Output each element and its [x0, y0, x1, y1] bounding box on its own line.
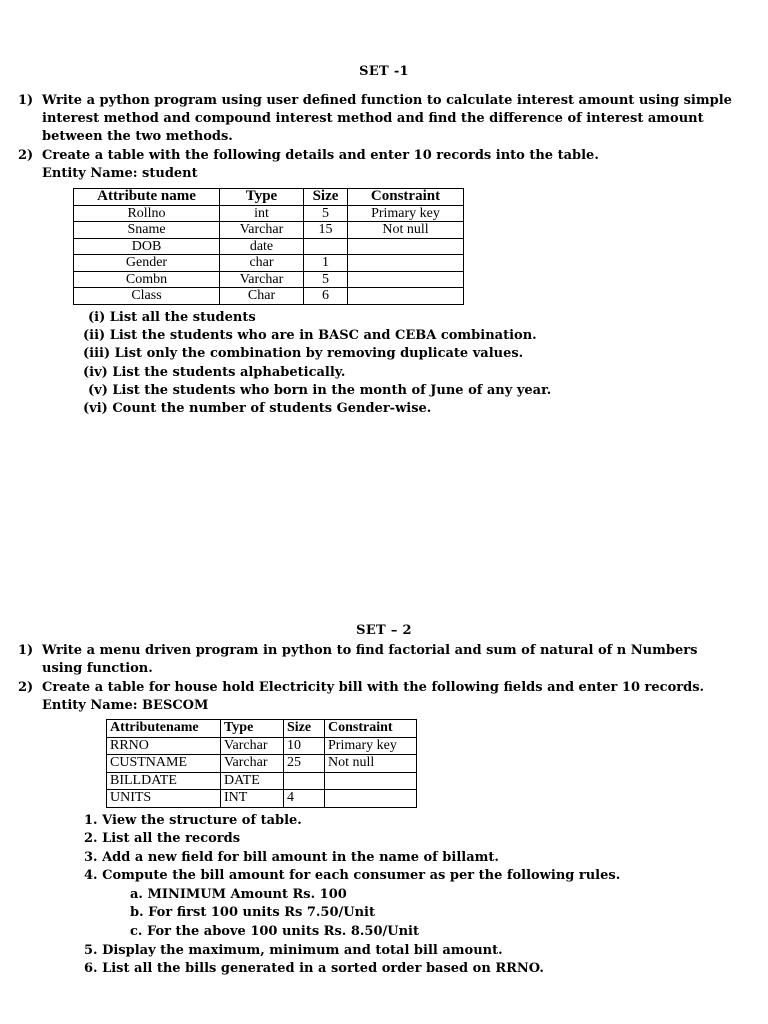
set2-task-1: 1. View the structure of table. — [84, 813, 302, 828]
table-row — [74, 238, 464, 255]
table-cell: Varchar — [220, 222, 304, 239]
table-cell: date — [220, 238, 304, 255]
table-cell: Rollno — [74, 205, 220, 222]
table-row — [74, 255, 464, 272]
table-cell: Gender — [74, 255, 220, 272]
table-header-row — [74, 189, 464, 206]
header-cell: Attributename — [107, 720, 221, 738]
header-cell: Type — [221, 720, 284, 738]
table-cell: Combn — [74, 271, 220, 288]
table-cell: DATE — [221, 772, 284, 790]
set2-rule-a: a. MINIMUM Amount Rs. 100 — [130, 887, 347, 902]
table-header-row — [107, 720, 417, 738]
set1-task-1: (i) List all the students — [88, 310, 256, 325]
set2-rule-c: c. For the above 100 units Rs. 8.50/Unit — [130, 924, 419, 939]
table-cell: Primary key — [348, 205, 464, 222]
table-row — [74, 271, 464, 288]
table-cell — [325, 772, 417, 790]
set1-q1-text: Write a python program using user defined function to calculate interest amount using simple interest method and compound interest method and find the difference of interest amount between the two methods. — [42, 93, 732, 145]
table-cell: Sname — [74, 222, 220, 239]
table-cell: Varchar — [220, 271, 304, 288]
table-cell: 5 — [304, 205, 348, 222]
table-cell: 4 — [284, 790, 325, 808]
table-row — [107, 790, 417, 808]
header-cell: Type — [220, 189, 304, 206]
set2-task-2: 2. List all the records — [84, 831, 241, 846]
table-cell: Varchar — [221, 755, 284, 773]
set2-question-2 — [18, 679, 738, 715]
table-cell — [348, 271, 464, 288]
table-cell — [348, 288, 464, 305]
set2-question-1 — [18, 642, 738, 678]
header-cell: Attribute name — [74, 189, 220, 206]
table-cell — [284, 772, 325, 790]
set2-task-6: 6. List all the bills generated in a sorted order based on RRNO. — [84, 961, 544, 976]
table-cell: int — [220, 205, 304, 222]
table-cell: Char — [220, 288, 304, 305]
table-row — [74, 205, 464, 222]
table-cell — [325, 790, 417, 808]
table-cell: Not null — [325, 755, 417, 773]
table-cell: CUSTNAME — [107, 755, 221, 773]
set1-task-4: (iv) List the students alphabetically. — [83, 365, 346, 380]
set2-rule-b: b. For first 100 units Rs 7.50/Unit — [130, 905, 376, 920]
header-cell: Constraint — [348, 189, 464, 206]
table-cell — [348, 255, 464, 272]
table-cell: BILLDATE — [107, 772, 221, 790]
set1-q2-number: 2) — [18, 148, 34, 163]
table-cell: 6 — [304, 288, 348, 305]
table-cell: 15 — [304, 222, 348, 239]
table-cell: Class — [74, 288, 220, 305]
header-cell: Constraint — [325, 720, 417, 738]
student-table — [73, 188, 464, 305]
set1-q2-text: Create a table with the following details and enter 10 records into the table. — [42, 148, 599, 163]
set1-task-5: (v) List the students who born in the month of June of any year. — [88, 383, 552, 398]
set2-task-3: 3. Add a new field for bill amount in the name of billamt. — [84, 850, 499, 865]
table-cell: Varchar — [221, 737, 284, 755]
table-cell: 10 — [284, 737, 325, 755]
table-cell — [348, 238, 464, 255]
table-cell: char — [220, 255, 304, 272]
table-cell: 1 — [304, 255, 348, 272]
bescom-table — [106, 719, 417, 808]
header-cell: Size — [284, 720, 325, 738]
set1-task-6: (vi) Count the number of students Gender-wise. — [83, 401, 432, 416]
set2-q2-number: 2) — [18, 680, 34, 695]
table-row — [107, 755, 417, 773]
set1-entity-name: Entity Name: student — [42, 166, 198, 182]
set1-q1-number: 1) — [18, 93, 34, 108]
set2-title: SET – 2 — [356, 623, 412, 638]
header-cell: Size — [304, 189, 348, 206]
set2-task-4: 4. Compute the bill amount for each consumer as per the following rules. — [84, 868, 621, 883]
set1-question-2 — [18, 147, 738, 183]
table-cell — [304, 238, 348, 255]
table-row — [107, 737, 417, 755]
table-cell: 5 — [304, 271, 348, 288]
set2-q1-text: Write a menu driven program in python to find factorial and sum of natural of n Numbers using function. — [42, 643, 698, 677]
table-cell: 25 — [284, 755, 325, 773]
table-row — [74, 288, 464, 305]
table-cell: Not null — [348, 222, 464, 239]
set1-question-1 — [18, 92, 738, 147]
set1-title: SET -1 — [359, 64, 409, 79]
table-cell: UNITS — [107, 790, 221, 808]
set1-task-3: (iii) List only the combination by removing duplicate values. — [83, 346, 524, 361]
table-cell: RRNO — [107, 737, 221, 755]
set2-q2-text: Create a table for house hold Electricity bill with the following fields and enter 10 records. Entity Name: BESCOM — [42, 680, 705, 714]
set1-task-2: (ii) List the students who are in BASC and CEBA combination. — [83, 328, 537, 343]
table-row — [107, 772, 417, 790]
set2-q1-number: 1) — [18, 643, 34, 658]
table-cell: Primary key — [325, 737, 417, 755]
set2-task-5: 5. Display the maximum, minimum and total bill amount. — [84, 943, 503, 958]
table-cell: INT — [221, 790, 284, 808]
table-row — [74, 222, 464, 239]
table-cell: DOB — [74, 238, 220, 255]
